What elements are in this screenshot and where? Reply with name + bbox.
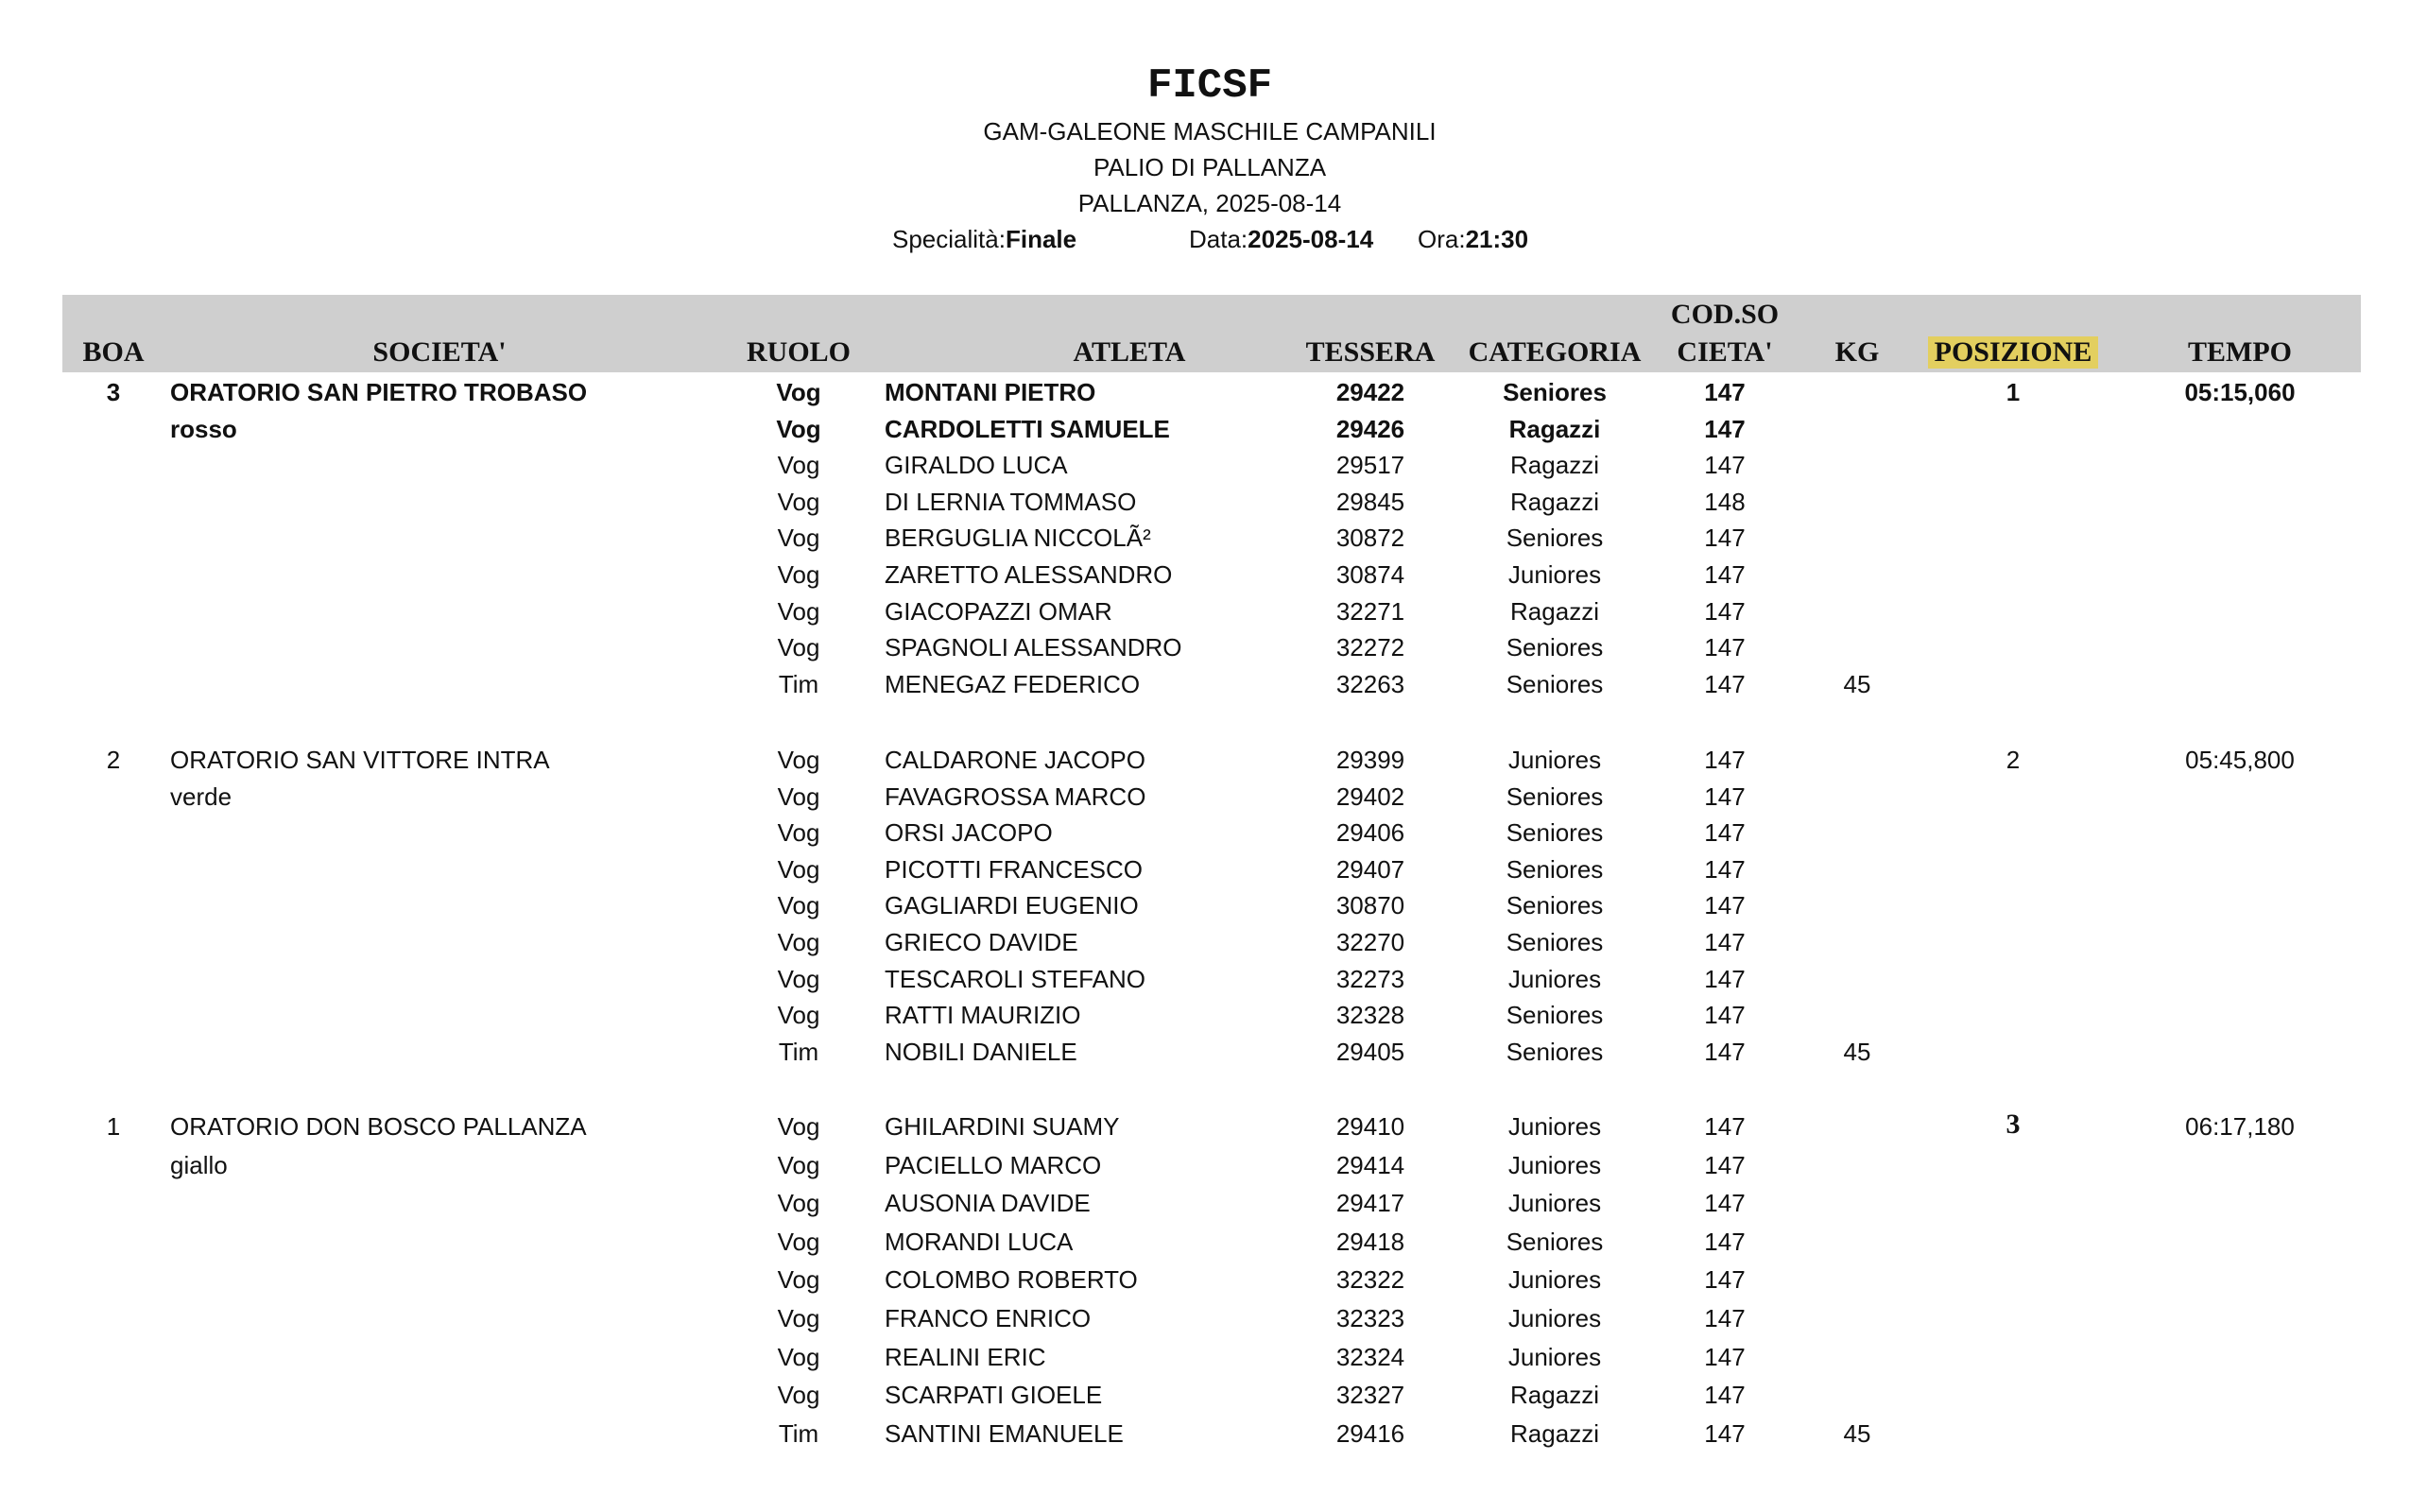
team-colore: verde: [170, 782, 232, 811]
row-categoria: Ragazzi: [1510, 487, 1599, 516]
row-codsocieta: 147: [1704, 633, 1746, 662]
row-categoria: Ragazzi: [1510, 596, 1599, 626]
row-codsocieta: 147: [1704, 1418, 1746, 1448]
row-atleta: RATTI MAURIZIO: [885, 1001, 1081, 1030]
row-atleta: SCARPATI GIOELE: [885, 1381, 1103, 1410]
row-atleta: GAGLIARDI EUGENIO: [885, 891, 1139, 920]
row-tessera: 32271: [1335, 596, 1405, 626]
row-categoria: Seniores: [1506, 854, 1604, 884]
row-tessera: 29406: [1335, 818, 1405, 848]
col-codsocieta-bottom: CIETA': [1677, 336, 1773, 368]
row-tessera: 32272: [1335, 633, 1405, 662]
row-ruolo: Vog: [777, 891, 820, 920]
row-categoria: Juniores: [1507, 1150, 1602, 1179]
row-ruolo: Vog: [776, 378, 821, 406]
row-categoria: Ragazzi: [1510, 1418, 1599, 1448]
row-codsocieta: 147: [1704, 1265, 1746, 1295]
row-ruolo: Vog: [777, 1189, 820, 1218]
data: [1189, 225, 1373, 254]
row-codsocieta: 147: [1704, 669, 1746, 698]
row-tessera: 29845: [1335, 487, 1405, 516]
row-atleta: DI LERNIA TOMMASO: [885, 487, 1137, 516]
row-ruolo: Vog: [776, 414, 821, 443]
row-categoria: Ragazzi: [1508, 414, 1601, 443]
row-codsocieta: 147: [1704, 818, 1746, 848]
row-ruolo: Vog: [777, 964, 820, 993]
row-atleta: PACIELLO MARCO: [885, 1150, 1102, 1179]
row-codsocieta: 147: [1704, 746, 1746, 774]
row-codsocieta: 148: [1704, 487, 1746, 516]
row-tessera: 29414: [1335, 1150, 1405, 1179]
row-ruolo: Vog: [777, 818, 820, 848]
row-atleta: MONTANI PIETRO: [885, 378, 1096, 406]
row-categoria: Seniores: [1506, 1227, 1604, 1256]
row-tessera: 32324: [1335, 1342, 1405, 1371]
row-tessera: 29405: [1335, 1037, 1405, 1066]
row-ruolo: Vog: [777, 596, 820, 626]
row-categoria: Seniores: [1506, 1037, 1604, 1066]
row-atleta: GIACOPAZZI OMAR: [885, 596, 1112, 626]
row-categoria: Seniores: [1506, 928, 1604, 956]
row-atleta: MORANDI LUCA: [885, 1227, 1074, 1256]
row-ruolo: Tim: [778, 1037, 819, 1066]
team-boa: 1: [106, 1112, 121, 1141]
row-tessera: 29426: [1335, 414, 1405, 443]
row-categoria: Seniores: [1506, 891, 1604, 920]
event-palio: PALIO DI PALLANZA: [1093, 153, 1327, 181]
row-categoria: Juniores: [1507, 560, 1602, 589]
row-ruolo: Tim: [778, 669, 819, 698]
row-categoria: Juniores: [1507, 1304, 1602, 1332]
row-codsocieta: 147: [1704, 1227, 1746, 1256]
row-ruolo: Vog: [777, 1265, 820, 1295]
row-ruolo: Vog: [777, 1112, 820, 1141]
row-categoria: Juniores: [1507, 1189, 1602, 1218]
team-societa: ORATORIO SAN VITTORE INTRA: [170, 746, 550, 774]
row-tessera: 32327: [1335, 1381, 1405, 1410]
row-codsocieta: 147: [1704, 891, 1746, 920]
row-atleta: TESCAROLI STEFANO: [885, 964, 1145, 993]
team-boa: 3: [106, 378, 121, 406]
row-tessera: 29517: [1335, 451, 1405, 480]
row-atleta: AUSONIA DAVIDE: [885, 1189, 1091, 1218]
row-tessera: 32328: [1335, 1001, 1405, 1030]
row-ruolo: Vog: [777, 451, 820, 480]
row-atleta: CALDARONE JACOPO: [885, 746, 1145, 774]
row-categoria: Juniores: [1507, 1342, 1602, 1371]
row-categoria: Seniores: [1506, 633, 1604, 662]
row-ruolo: Vog: [777, 1342, 820, 1371]
row-categoria: Seniores: [1503, 378, 1607, 406]
team-posizione: 2: [2005, 746, 2021, 774]
row-codsocieta: 147: [1704, 596, 1746, 626]
row-atleta: FRANCO ENRICO: [885, 1304, 1092, 1332]
row-tessera: 32263: [1335, 669, 1405, 698]
event-place-date: PALLANZA, 2025-08-14: [1077, 189, 1342, 217]
row-codsocieta: 147: [1704, 560, 1746, 589]
row-ruolo: Vog: [777, 782, 820, 811]
team-posizione: 1: [2005, 378, 2021, 406]
row-codsocieta: 147: [1704, 414, 1746, 443]
row-ruolo: Vog: [777, 1227, 820, 1256]
team-colore: rosso: [170, 414, 237, 443]
col-kg: KG: [1834, 336, 1880, 368]
row-tessera: 30872: [1335, 524, 1405, 553]
row-codsocieta: 147: [1704, 1304, 1746, 1332]
row-categoria: Juniores: [1507, 746, 1602, 774]
row-atleta: CARDOLETTI SAMUELE: [885, 414, 1170, 443]
row-codsocieta: 147: [1704, 378, 1746, 406]
row-tessera: 29416: [1335, 1418, 1405, 1448]
row-codsocieta: 147: [1704, 1001, 1746, 1030]
team-tempo: 05:45,800: [2185, 746, 2295, 774]
row-tessera: 29407: [1335, 854, 1405, 884]
row-atleta: GHILARDINI SUAMY: [885, 1112, 1120, 1141]
row-tessera: 30874: [1335, 560, 1405, 589]
col-ruolo: RUOLO: [746, 336, 851, 368]
row-atleta: GRIECO DAVIDE: [885, 928, 1078, 956]
col-codsocieta-top: COD.SO: [1670, 299, 1780, 330]
row-atleta: FAVAGROSSA MARCO: [885, 782, 1146, 811]
row-ruolo: Vog: [777, 1001, 820, 1030]
row-tessera: 29410: [1335, 1112, 1405, 1141]
row-atleta: ORSI JACOPO: [885, 818, 1053, 848]
specialita-value: Finale: [1005, 225, 1077, 253]
data-label: Data:: [1189, 225, 1248, 253]
row-atleta: GIRALDO LUCA: [885, 451, 1068, 480]
row-tessera: 29422: [1335, 378, 1405, 406]
row-codsocieta: 147: [1704, 524, 1746, 553]
team-colore: giallo: [170, 1150, 228, 1179]
row-categoria: Seniores: [1506, 818, 1604, 848]
row-atleta: PICOTTI FRANCESCO: [885, 854, 1144, 884]
row-tessera: 32323: [1335, 1304, 1405, 1332]
row-ruolo: Vog: [777, 854, 820, 884]
row-categoria: Juniores: [1507, 1112, 1602, 1141]
team-boa: 2: [106, 746, 121, 774]
row-tessera: 32273: [1335, 964, 1405, 993]
team-societa: ORATORIO SAN PIETRO TROBASO: [170, 378, 588, 406]
row-tessera: 29402: [1335, 782, 1405, 811]
row-codsocieta: 147: [1704, 854, 1746, 884]
ora-value: 21:30: [1465, 225, 1529, 253]
team-societa: ORATORIO DON BOSCO PALLANZA: [170, 1112, 587, 1141]
row-atleta: SPAGNOLI ALESSANDRO: [885, 633, 1182, 662]
row-tessera: 32322: [1335, 1265, 1405, 1295]
row-ruolo: Vog: [777, 524, 820, 553]
row-codsocieta: 147: [1704, 928, 1746, 956]
page-title: FICSF: [1146, 62, 1273, 110]
row-categoria: Ragazzi: [1510, 451, 1599, 480]
row-categoria: Seniores: [1506, 1001, 1604, 1030]
ora-label: Ora:: [1418, 225, 1466, 253]
row-atleta: REALINI ERIC: [885, 1342, 1046, 1371]
row-categoria: Ragazzi: [1510, 1381, 1599, 1410]
col-societa: SOCIETA': [372, 336, 507, 368]
row-atleta: BERGUGLIA NICCOLÃ²: [885, 524, 1151, 553]
row-codsocieta: 147: [1704, 1189, 1746, 1218]
col-categoria: CATEGORIA: [1468, 336, 1642, 368]
team-tempo: 06:17,180: [2185, 1112, 2295, 1141]
row-tessera: 29417: [1335, 1189, 1405, 1218]
row-ruolo: Vog: [777, 1304, 820, 1332]
row-codsocieta: 147: [1704, 1112, 1746, 1141]
row-codsocieta: 147: [1704, 451, 1746, 480]
row-codsocieta: 147: [1704, 782, 1746, 811]
row-codsocieta: 147: [1704, 1037, 1746, 1066]
row-ruolo: Vog: [777, 487, 820, 516]
team-tempo: 05:15,060: [2184, 378, 2296, 406]
row-ruolo: Vog: [777, 1381, 820, 1410]
col-boa: BOA: [82, 336, 145, 368]
row-categoria: Juniores: [1507, 1265, 1602, 1295]
row-categoria: Seniores: [1506, 524, 1604, 553]
row-kg: 45: [1843, 1418, 1871, 1448]
row-kg: 45: [1843, 1037, 1871, 1066]
row-ruolo: Vog: [777, 1150, 820, 1179]
row-tessera: 32270: [1335, 928, 1405, 956]
row-atleta: ZARETTO ALESSANDRO: [885, 560, 1173, 589]
row-tessera: 29399: [1335, 746, 1405, 774]
row-kg: 45: [1843, 669, 1871, 698]
team-posizione: 3: [2005, 1108, 2021, 1140]
row-atleta: NOBILI DANIELE: [885, 1037, 1077, 1066]
col-tessera: TESSERA: [1305, 336, 1436, 368]
row-codsocieta: 147: [1704, 964, 1746, 993]
row-categoria: Seniores: [1506, 782, 1604, 811]
row-ruolo: Vog: [777, 560, 820, 589]
col-tempo: TEMPO: [2188, 336, 2292, 368]
row-codsocieta: 147: [1704, 1150, 1746, 1179]
ora: [1418, 225, 1528, 254]
data-value: 2025-08-14: [1248, 225, 1374, 253]
col-posizione: POSIZIONE: [1928, 336, 2098, 369]
row-categoria: Juniores: [1507, 964, 1602, 993]
row-codsocieta: 147: [1704, 1342, 1746, 1371]
specialita: [892, 225, 1076, 254]
col-atleta: ATLETA: [1073, 336, 1186, 368]
row-tessera: 29418: [1335, 1227, 1405, 1256]
row-codsocieta: 147: [1704, 1381, 1746, 1410]
row-ruolo: Vog: [777, 928, 820, 956]
row-categoria: Seniores: [1506, 669, 1604, 698]
specialita-label: Specialità:: [892, 225, 1006, 253]
row-ruolo: Tim: [778, 1418, 819, 1448]
row-atleta: COLOMBO ROBERTO: [885, 1265, 1138, 1295]
row-ruolo: Vog: [777, 746, 820, 774]
row-atleta: SANTINI EMANUELE: [885, 1418, 1124, 1448]
row-tessera: 30870: [1335, 891, 1405, 920]
row-atleta: MENEGAZ FEDERICO: [885, 669, 1141, 698]
event-name: GAM-GALEONE MASCHILE CAMPANILI: [983, 117, 1437, 146]
row-ruolo: Vog: [777, 633, 820, 662]
